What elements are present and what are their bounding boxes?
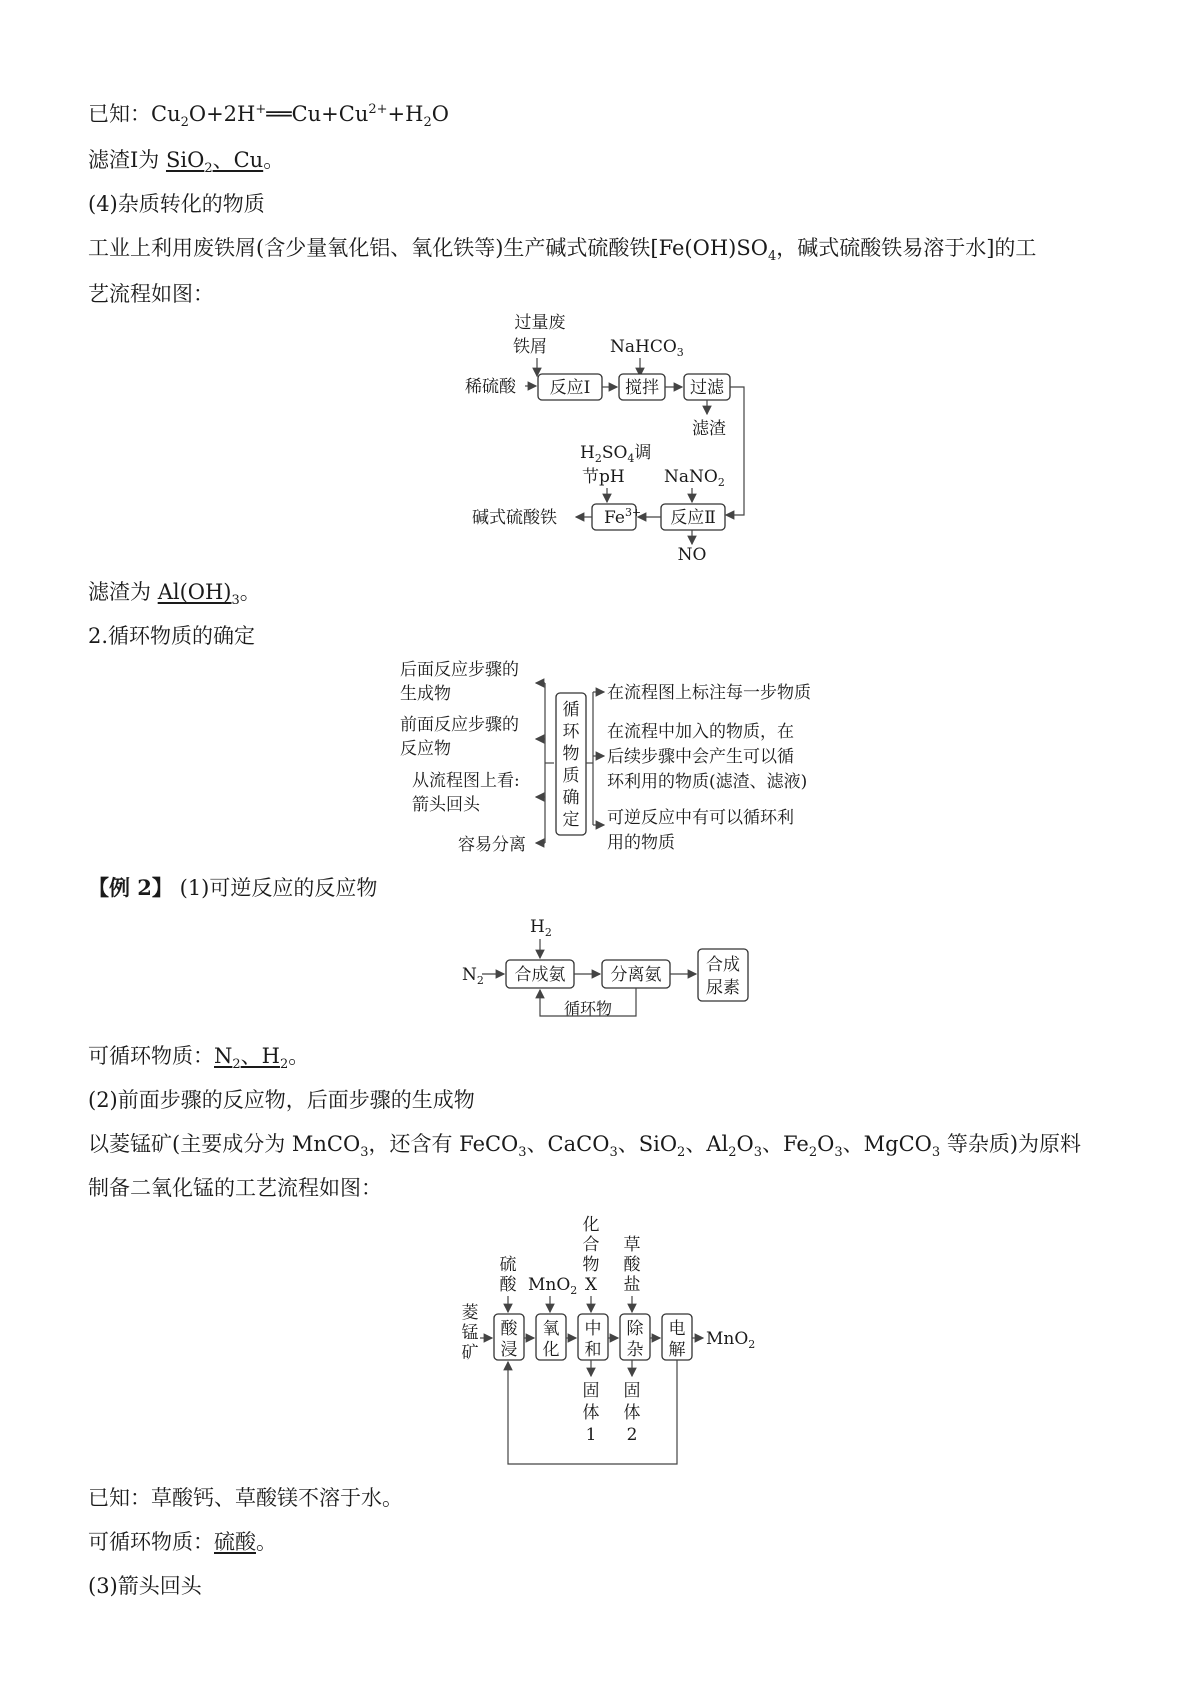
right-1: 在流程图上标注每一步物质 <box>607 683 811 703</box>
intro-line-2: 艺流程如图： <box>88 282 214 306</box>
ph-label: 节pH <box>582 467 625 487</box>
svg-text:分离氨: 分离氨 <box>610 965 662 985</box>
svg-text:中: 中 <box>584 1319 602 1339</box>
svg-text:锰: 锰 <box>461 1323 479 1343</box>
svg-text:环: 环 <box>562 722 580 742</box>
svg-text:浸: 浸 <box>500 1340 518 1360</box>
svg-text:除: 除 <box>626 1319 644 1339</box>
svg-text:盐: 盐 <box>623 1275 641 1295</box>
svg-text:固: 固 <box>623 1381 641 1401</box>
svg-text:反应Ⅱ: 反应Ⅱ <box>670 508 716 528</box>
nano2-label: NaNO$_2$ <box>664 467 725 489</box>
residue-2-line: 滤渣为 $Al(OH)_3$。 <box>88 580 261 609</box>
left-3a: 从流程图上看: <box>412 771 520 791</box>
section-2-heading: 2.循环物质的确定 <box>88 624 256 648</box>
svg-text:合成: 合成 <box>706 955 740 975</box>
sub-heading-2: (2)前面步骤的反应物，后面步骤的生成物 <box>88 1088 475 1112</box>
mno2-in-label: MnO$_2$ <box>528 1275 578 1297</box>
n2-label: $N_2$ <box>462 965 484 987</box>
residue-1-line: 滤渣Ⅰ为 SiO$_2$、Cu。 <box>88 148 285 177</box>
svg-text:电: 电 <box>668 1319 686 1339</box>
loop-label: 循环物 <box>563 999 613 1018</box>
svg-text:循: 循 <box>562 700 580 720</box>
right-2c: 环利用的物质(滤渣、滤液) <box>607 772 808 792</box>
svg-text:体: 体 <box>582 1403 600 1423</box>
intro-line-3: 以菱锰矿(主要成分为 MnCO$_3$，还含有 FeCO$_3$、CaCO$_3$、SiO$_2$、$Al_2O_3$、$Fe_2O_3$、MgCO$_3$ 等杂质)为原料 <box>88 1132 1082 1161</box>
left-3b: 箭头回头 <box>412 795 480 815</box>
svg-text:氧: 氧 <box>542 1319 560 1339</box>
cycle-answer-1: 可循环物质：$N_2$、$H_2$。 <box>88 1044 310 1073</box>
svg-text:定: 定 <box>562 810 580 830</box>
left-1a: 后面反应步骤的 <box>400 660 519 680</box>
ammonia-flow-diagram <box>0 912 1200 1032</box>
left-1b: 生成物 <box>400 684 451 704</box>
known-2-line: 已知：草酸钙、草酸镁不溶于水。 <box>88 1486 403 1510</box>
scrap-iron-label-2: 铁屑 <box>513 337 547 357</box>
h2so4-label: $H_2SO_4$调 <box>580 443 652 465</box>
svg-text:X: X <box>584 1275 598 1295</box>
svg-text:体: 体 <box>623 1403 641 1423</box>
svg-text:质: 质 <box>562 766 580 786</box>
right-3a: 可逆反应中有可以循环利 <box>607 808 794 828</box>
right-2b: 后续步骤中会产生可以循 <box>607 747 794 767</box>
svg-text:固: 固 <box>582 1381 600 1401</box>
left-4: 容易分离 <box>458 835 526 855</box>
svg-text:酸: 酸 <box>499 1275 517 1295</box>
residue-label: 滤渣 <box>692 419 726 439</box>
svg-text:草: 草 <box>623 1235 641 1255</box>
svg-text:化: 化 <box>582 1215 600 1235</box>
no-gas-label: NO <box>677 545 707 565</box>
svg-text:合: 合 <box>582 1235 600 1255</box>
section-4-heading: (4)杂质转化的物质 <box>88 192 265 216</box>
svg-text:确: 确 <box>562 788 580 808</box>
svg-text:矿: 矿 <box>461 1343 479 1363</box>
svg-text:解: 解 <box>668 1340 686 1360</box>
cycle-answer-2: 可循环物质：硫酸。 <box>88 1530 277 1554</box>
svg-text:反应Ⅰ: 反应Ⅰ <box>549 378 591 398</box>
nahco3-label: NaHCO$_3$ <box>610 337 684 359</box>
intro-line-1: 工业上利用废铁屑(含少量氧化铝、氧化铁等)生产碱式硫酸铁[$Fe(OH)SO_4$，碱式硫酸铁易溶于水]的工 <box>88 236 1037 265</box>
h2-label: $H_2$ <box>530 917 552 939</box>
svg-text:硫: 硫 <box>499 1255 517 1275</box>
example-2-heading: 【例 2】 (1)可逆反应的反应物 <box>88 875 378 900</box>
svg-text:杂: 杂 <box>626 1340 644 1360</box>
svg-text:菱: 菱 <box>461 1303 479 1323</box>
mno2-out-label: MnO$_2$ <box>706 1329 756 1351</box>
svg-text:酸: 酸 <box>623 1255 641 1275</box>
svg-text:过滤: 过滤 <box>690 378 724 398</box>
svg-text:物: 物 <box>562 744 580 764</box>
svg-text:Fe3+: $Fe^{3+}$ <box>604 506 642 528</box>
svg-text:2: 2 <box>626 1425 638 1445</box>
intro-line-4: 制备二氧化锰的工艺流程如图： <box>88 1176 382 1200</box>
dilute-sulfuric-acid-label: 稀硫酸 <box>465 377 516 397</box>
svg-text:和: 和 <box>584 1340 602 1360</box>
right-3b: 用的物质 <box>607 833 675 853</box>
right-2a: 在流程中加入的物质，在 <box>607 722 794 742</box>
left-2a: 前面反应步骤的 <box>400 715 519 735</box>
known-equation-line: 已知：$Cu_2O+2H^+══Cu+Cu^{2+}+H_2O$ <box>88 102 449 131</box>
sub-heading-3: (3)箭头回头 <box>88 1574 202 1598</box>
scrap-iron-label-1: 过量废 <box>514 313 566 333</box>
svg-text:尿素: 尿素 <box>706 978 740 998</box>
product-label: 碱式硫酸铁 <box>472 508 557 528</box>
svg-text:酸: 酸 <box>500 1319 518 1339</box>
cycle-material-mindmap <box>0 655 1200 860</box>
svg-text:搅拌: 搅拌 <box>625 378 659 398</box>
svg-text:物: 物 <box>582 1255 600 1275</box>
svg-text:化: 化 <box>542 1340 560 1360</box>
svg-text:1: 1 <box>585 1425 597 1445</box>
iron-sulfate-flow-diagram <box>0 310 1200 570</box>
left-2b: 反应物 <box>400 739 451 759</box>
mno2-flow-diagram <box>0 1210 1200 1470</box>
svg-text:合成氨: 合成氨 <box>514 965 566 985</box>
